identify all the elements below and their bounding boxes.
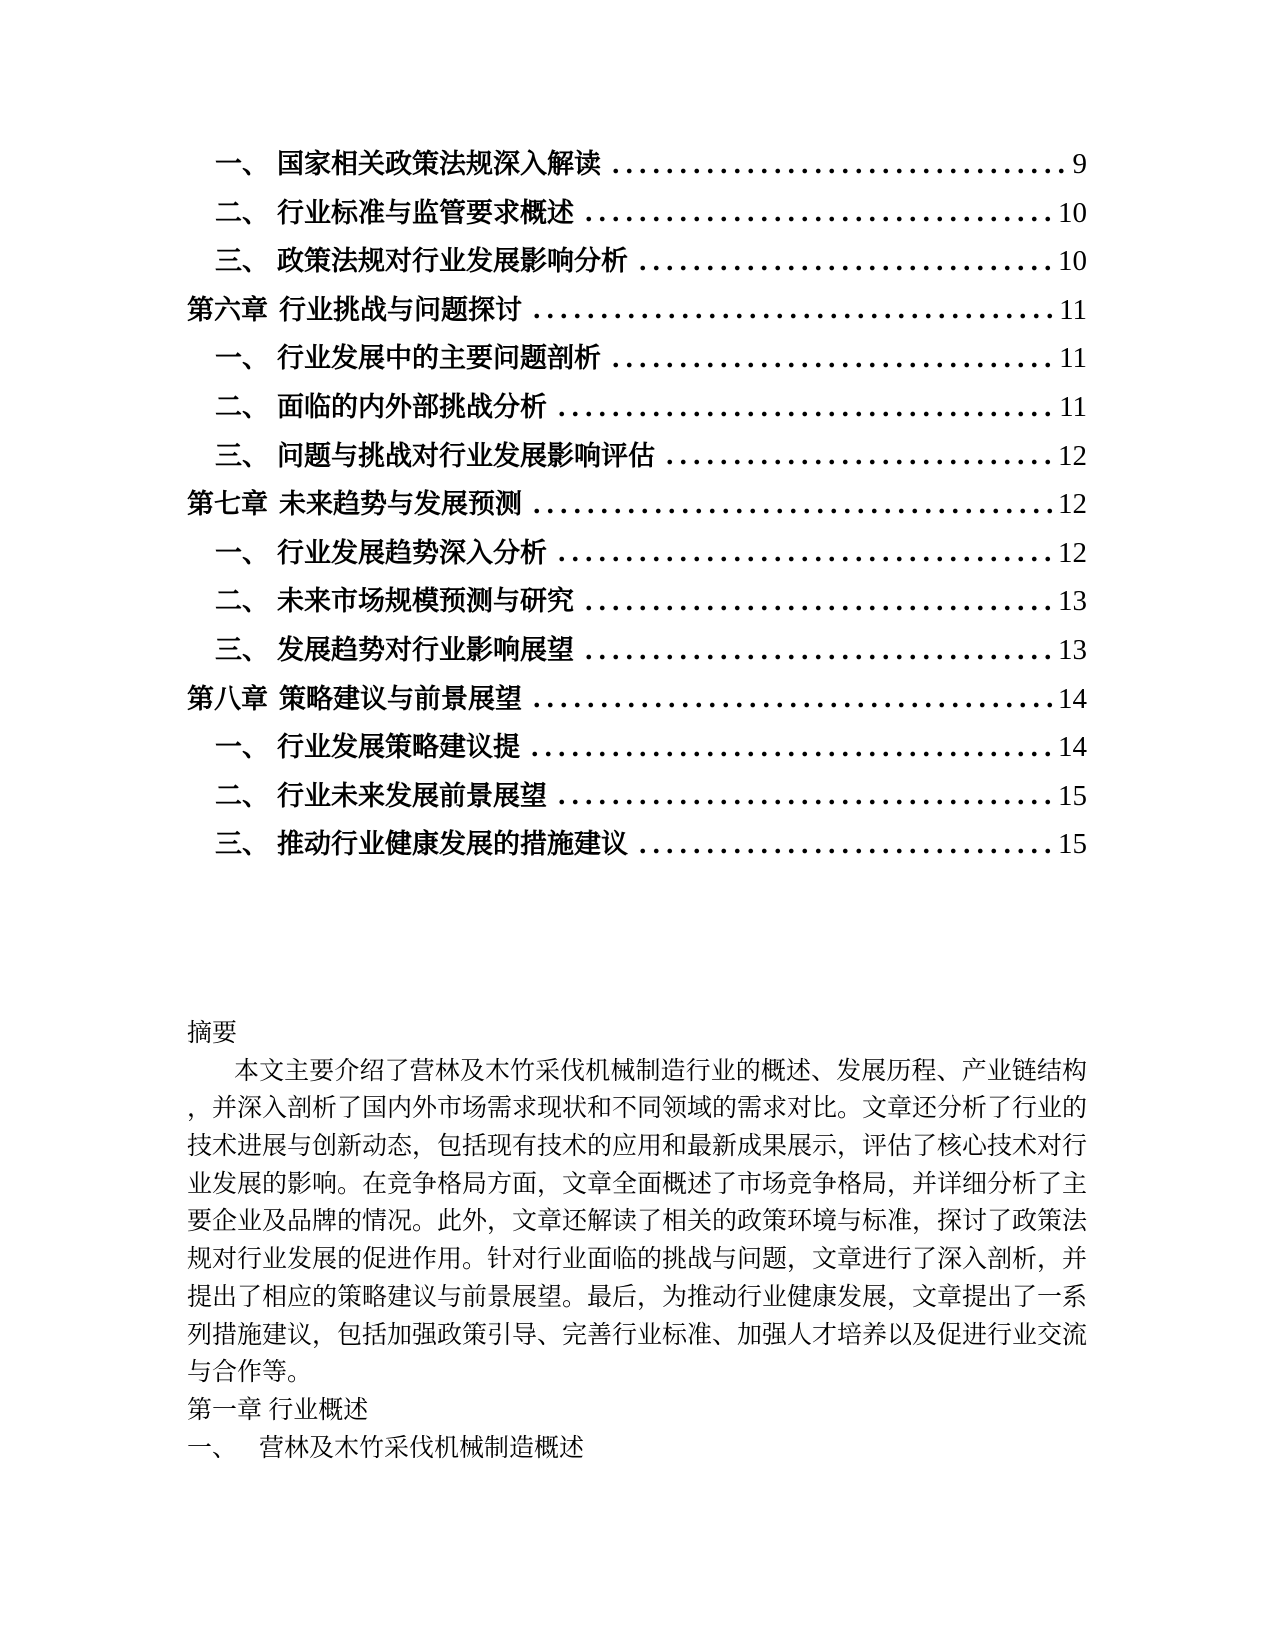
toc-entry[interactable] [187, 626, 1087, 675]
toc-entry-title: 发展趋势对行业影响展望 [277, 634, 574, 665]
toc-page-number: 15 [1058, 779, 1087, 812]
toc-entry-number: 第七章 [187, 489, 268, 520]
toc-entry-title: 未来趋势与发展预测 [279, 489, 522, 520]
toc-page-number: 15 [1058, 828, 1087, 861]
section-heading-title: 营林及木竹采伐机械制造概述 [259, 1434, 585, 1462]
abstract-line: 提出了相应的策略建议与前景展望。最后，为推动行业健康发展，文章提出了一系 [187, 1283, 1087, 1311]
toc-page-number: 10 [1058, 245, 1087, 278]
toc-dot-leader [582, 654, 1055, 660]
toc-entry[interactable] [187, 383, 1087, 432]
toc-entry-title: 行业发展策略建议提 [277, 732, 520, 763]
toc-entry-number: 三、 [215, 634, 269, 665]
toc-page-number: 9 [1072, 148, 1087, 180]
toc-entry[interactable] [187, 237, 1087, 286]
toc-entry-number: 一、 [215, 343, 269, 374]
toc-page-number: 14 [1058, 731, 1087, 764]
toc-page-number: 12 [1058, 536, 1087, 569]
toc-entry[interactable] [187, 286, 1087, 335]
toc-entry-number: 二、 [215, 391, 269, 422]
toc-entry[interactable] [187, 189, 1087, 238]
toc-dot-leader [528, 751, 1055, 757]
toc-entry-title: 策略建议与前景展望 [279, 683, 522, 714]
toc-entry-number: 二、 [215, 780, 269, 811]
section-heading [187, 1430, 1087, 1468]
toc-page-number: 13 [1058, 585, 1087, 618]
toc-entry-number: 第六章 [187, 294, 268, 325]
toc-dot-leader [636, 265, 1055, 271]
toc-entry[interactable] [187, 577, 1087, 626]
toc-entry-title: 问题与挑战对行业发展影响评估 [277, 440, 655, 471]
toc-entry-number: 三、 [215, 440, 269, 471]
toc-dot-leader [530, 702, 1055, 708]
chapter-heading: 第一章 行业概述 [187, 1396, 369, 1424]
toc-entry[interactable] [187, 723, 1087, 772]
toc-page-number: 11 [1059, 293, 1087, 326]
toc-entry[interactable] [187, 529, 1087, 578]
toc-dot-leader [555, 556, 1055, 562]
abstract-line: 要企业及品牌的情况。此外，文章还解读了相关的政策环境与标准，探讨了政策法 [187, 1208, 1087, 1236]
toc-entry[interactable] [187, 334, 1087, 383]
toc-entry[interactable] [187, 480, 1087, 529]
toc-entry-title: 政策法规对行业发展影响分析 [277, 246, 628, 277]
abstract-section [187, 1015, 1087, 1467]
toc-entry[interactable] [187, 140, 1087, 189]
toc-page-number: 12 [1058, 488, 1087, 521]
toc-entry-title: 行业发展趋势深入分析 [277, 537, 547, 568]
toc-dot-leader [636, 848, 1055, 854]
toc-entry[interactable] [187, 432, 1087, 481]
toc-dot-leader [582, 605, 1055, 611]
abstract-line: 本文主要介绍了营林及木竹采伐机械制造行业的概述、发展历程、产业链结构 [234, 1057, 1087, 1085]
toc-entry-number: 一、 [215, 149, 269, 179]
toc-dot-leader [609, 362, 1056, 368]
toc-dot-leader [582, 216, 1055, 222]
toc-page-number: 11 [1059, 390, 1087, 423]
abstract-line: 业发展的影响。在竞争格局方面，文章全面概述了市场竞争格局，并详细分析了主 [187, 1170, 1087, 1198]
toc-page-number: 14 [1058, 682, 1087, 715]
toc-page-number: 11 [1059, 342, 1087, 375]
toc-entry-title: 未来市场规模预测与研究 [277, 586, 574, 617]
toc-entry-title: 行业未来发展前景展望 [277, 780, 547, 811]
toc-page-number: 10 [1058, 196, 1087, 229]
toc-dot-leader [530, 508, 1055, 514]
toc-entry-number: 二、 [215, 586, 269, 617]
toc-entry-number: 一、 [215, 537, 269, 568]
abstract-line: 与合作等。 [187, 1359, 313, 1387]
toc-entry-title: 推动行业健康发展的措施建议 [277, 829, 628, 860]
toc-entry-number: 二、 [215, 197, 269, 228]
toc-dot-leader [609, 168, 1070, 174]
toc-entry-number: 第八章 [187, 683, 268, 714]
abstract-line: 技术进展与创新动态，包括现有技术的应用和最新成果展示，评估了核心技术对行 [187, 1133, 1087, 1161]
abstract-paragraph [187, 1053, 1087, 1392]
toc-entry[interactable] [187, 675, 1087, 724]
toc-page-number: 13 [1058, 633, 1087, 666]
section-heading-number: 一、 [187, 1434, 238, 1462]
table-of-contents [187, 140, 1087, 869]
toc-dot-leader [555, 411, 1056, 417]
abstract-line: ，并深入剖析了国内外市场需求现状和不同领域的需求对比。文章还分析了行业的 [187, 1095, 1087, 1123]
toc-dot-leader [530, 313, 1056, 319]
toc-entry[interactable] [187, 820, 1087, 869]
toc-page-number: 12 [1058, 439, 1087, 472]
toc-entry-number: 一、 [215, 732, 269, 763]
toc-entry-number: 三、 [215, 829, 269, 860]
abstract-heading: 摘要 [187, 1020, 238, 1047]
toc-dot-leader [555, 799, 1055, 805]
toc-dot-leader [663, 459, 1055, 465]
abstract-line: 规对行业发展的促进作用。针对行业面临的挑战与问题，文章进行了深入剖析，并 [187, 1246, 1087, 1274]
toc-entry[interactable] [187, 772, 1087, 821]
toc-entry-number: 三、 [215, 246, 269, 277]
toc-entry-title: 行业标准与监管要求概述 [277, 197, 574, 228]
abstract-line: 列措施建议，包括加强政策引导、完善行业标准、加强人才培养以及促进行业交流 [187, 1321, 1087, 1349]
toc-entry-title: 行业发展中的主要问题剖析 [277, 343, 601, 374]
toc-entry-title: 国家相关政策法规深入解读 [277, 149, 601, 179]
toc-entry-title: 面临的内外部挑战分析 [277, 391, 547, 422]
toc-entry-title: 行业挑战与问题探讨 [279, 294, 522, 325]
